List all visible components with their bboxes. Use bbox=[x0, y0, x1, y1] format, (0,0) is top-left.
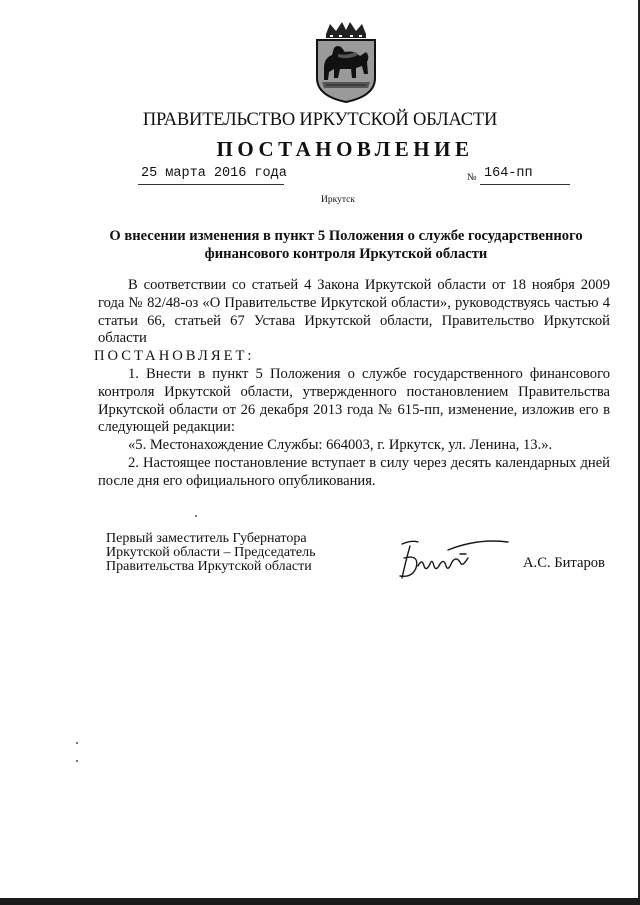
organization-name: ПРАВИТЕЛЬСТВО ИРКУТСКОЙ ОБЛАСТИ bbox=[142, 110, 498, 130]
resolves-heading: ПОСТАНОВЛЯЕТ: bbox=[94, 348, 255, 365]
number-underline bbox=[480, 184, 570, 185]
document-title bbox=[60, 227, 632, 263]
signatory-title-line-1: Первый заместитель Губернатора bbox=[106, 531, 307, 546]
scan-speck bbox=[76, 760, 78, 762]
document-title-line-2: финансового контроля Иркутской области bbox=[204, 246, 488, 262]
signatory-title-line-2: Иркутской области – Председатель bbox=[106, 545, 316, 560]
document-date: 25 марта 2016 года bbox=[141, 166, 287, 181]
document-number: 164-пп bbox=[484, 166, 533, 181]
signatory-title bbox=[106, 532, 315, 574]
signatory-title-line-3: Правительства Иркутской области bbox=[106, 559, 312, 574]
item-1-paragraph: 1. Внести в пункт 5 Положения о службе государственного финансового контроля Иркутской области, утвержденного постановлением Правительства Иркутской области от 26 декабря 2013 года № 615-пп, изменение, изложив его в следующей редакции: bbox=[98, 365, 610, 436]
document-body bbox=[94, 277, 610, 491]
document-type: ПОСТАНОВЛЕНИЕ bbox=[216, 137, 474, 161]
number-sign: № bbox=[467, 172, 477, 183]
date-underline bbox=[138, 184, 284, 185]
item-2-paragraph: 2. Настоящее постановление вступает в силу через десять календарных дней после дня его официального опубликования. bbox=[98, 454, 610, 489]
preamble-paragraph: В соответствии со статьей 4 Закона Иркутской области от 18 ноября 2009 года № 82/48-оз «О Правительстве Иркутской области», руководствуясь частью 4 статьи 66, статьей 67 Устава Иркутской области, Правительство Иркутской области bbox=[98, 277, 610, 347]
document-title-line-1: О внесении изменения в пункт 5 Положения о службе государственного bbox=[109, 228, 583, 244]
handwritten-signature bbox=[388, 532, 512, 586]
item-1-quote: «5. Местонахождение Службы: 664003, г. Иркутск, ул. Ленина, 13.». bbox=[128, 437, 553, 454]
scan-speck bbox=[195, 515, 197, 517]
city-name: Иркутск bbox=[321, 195, 355, 205]
scan-speck bbox=[76, 742, 78, 744]
scan-bottom-edge bbox=[0, 898, 640, 905]
coat-of-arms-icon bbox=[312, 22, 380, 104]
signatory-name: А.С. Битаров bbox=[523, 555, 605, 571]
